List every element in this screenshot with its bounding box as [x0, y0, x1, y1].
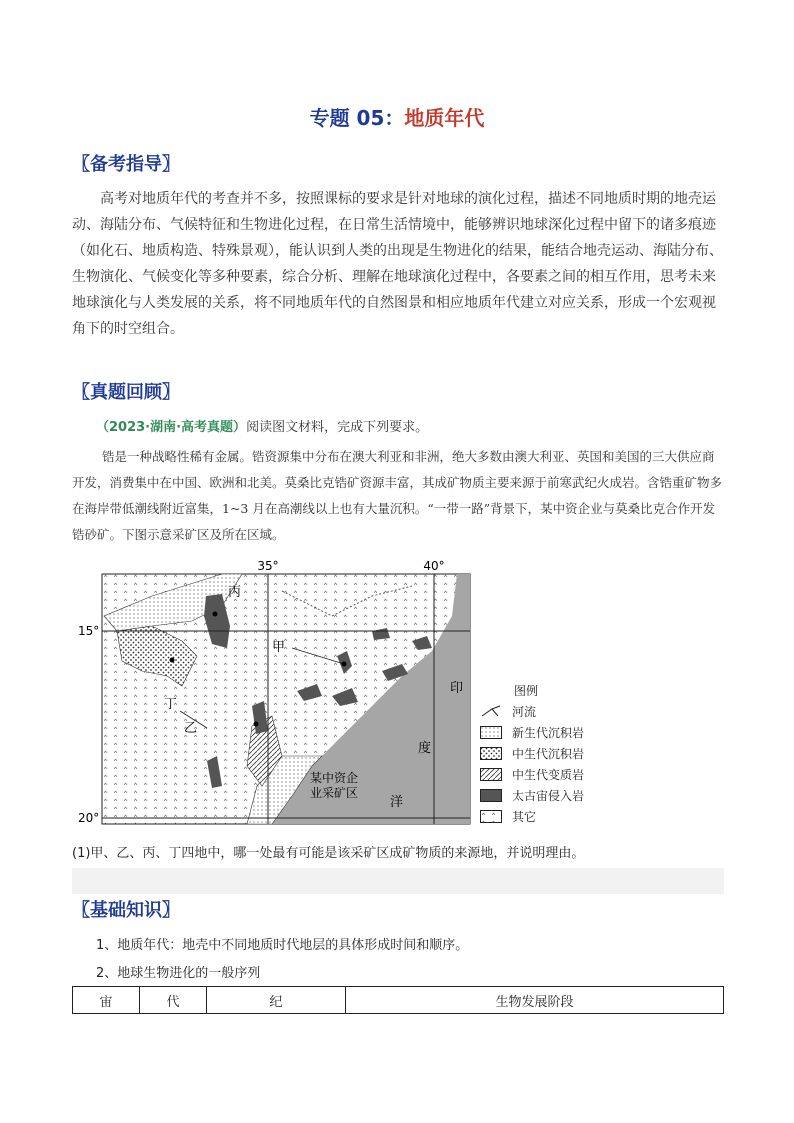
legend-label: 中生代沉积岩 — [512, 747, 585, 761]
table-header: 纪 — [207, 987, 346, 1014]
mine-label-1: 某中资企 — [310, 771, 359, 785]
archean-swatch — [480, 789, 502, 802]
basics-item-1: 1、地质年代：地壳中不同地质时代地层的具体形成时间和顺序。 — [96, 938, 469, 953]
lon-label-35: 35° — [257, 559, 279, 573]
section-heading-review: 〖真题回顾〗 — [72, 382, 180, 403]
guide-paragraph: 高考对地质年代的考查并不多，按照课标的要求是针对地球的演化过程，描述不同地质时期的地壳运动、海陆分布、气候特征和生物进化过程，在日常生活情境中，能够辨识地球深化过程中留下的诸多痕迹（如化石、地质构造、特殊景观），能认识到人类的出现是生物进化的结果，能结合地壳运动、海陆分布、生物演化、气候变化等多种要素，综合分析、理解在地球演化过程中，各要素之间的相互作用，思考未来地球演化与人类发展的关系，将不同地质年代的自然图景和相应地质年代建立对应关系，形成一个宏观视角下的时空组合。 — [72, 191, 723, 337]
cenozoic-sed-swatch — [480, 726, 502, 739]
river-icon — [480, 705, 502, 718]
question-instruction: 阅读图文材料，完成下列要求。 — [246, 420, 429, 435]
legend-item-mesozoic-meta — [480, 764, 584, 785]
legend-item-other — [480, 806, 584, 827]
place-bing: 丙 — [228, 585, 242, 600]
table-header: 宙 — [73, 987, 140, 1014]
question-1: (1)甲、乙、丙、丁四地中，哪一处最有可能是该采矿区成矿物质的来源地，并说明理由。 — [72, 846, 585, 861]
section-heading-basics: 〖基础知识〗 — [72, 900, 180, 921]
map-legend — [480, 680, 584, 827]
legend-title: 图例 — [514, 684, 539, 698]
page-title — [0, 102, 794, 131]
lat-label-15: 15° — [78, 624, 100, 638]
mesozoic-sed-swatch — [480, 747, 502, 760]
mine-label-2: 业采矿区 — [310, 786, 359, 800]
legend-label: 中生代变质岩 — [512, 768, 585, 782]
title-prefix: 专题 05： — [309, 106, 405, 130]
lon-label-40: 40° — [423, 559, 445, 573]
ocean-label-1: 印 — [450, 681, 464, 696]
legend-label: 太古宙侵入岩 — [512, 789, 585, 803]
mesozoic-meta-swatch — [480, 768, 502, 781]
legend-label: 新生代沉积岩 — [512, 726, 585, 740]
question-source: （2023·湖南·高考真题） — [96, 420, 247, 435]
answer-area[interactable] — [72, 868, 724, 894]
geology-map — [72, 556, 472, 826]
legend-item-river — [480, 701, 584, 722]
lat-label-20: 20° — [78, 811, 100, 825]
legend-label: 河流 — [512, 705, 537, 719]
evolution-table — [72, 986, 724, 1014]
section-heading-guide: 〖备考指导〗 — [72, 154, 180, 175]
place-ding: 丁 — [164, 697, 178, 712]
ocean-label-3: 洋 — [390, 795, 404, 810]
legend-item-archean — [480, 785, 584, 806]
title-main: 地质年代 — [404, 106, 485, 130]
question-intro — [96, 416, 428, 435]
table-header: 代 — [140, 987, 207, 1014]
other-swatch — [480, 810, 502, 823]
question-material: 锆是一种战略性稀有金属。锆资源集中分布在澳大利亚和非洲，绝大多数由澳大利亚、英国和美国的三大供应商开发，消费集中在中国、欧洲和北美。莫桑比克锆矿资源丰富，其成矿物质主要来源于前寒武纪火成岩。含锆重矿物多在海岸带低潮线附近富集，1~3 月在高潮线以上也有大量沉积。“一带一路”背景下，某中资企业与莫桑比克合作开发锆砂矿。下图示意采矿区及所在区域。 — [72, 449, 723, 542]
place-yi: 乙 — [184, 721, 198, 736]
legend-item-cenozoic-sed — [480, 722, 584, 743]
table-header-row — [73, 987, 724, 1014]
basics-item-2: 2、地球生物进化的一般序列 — [96, 966, 261, 981]
legend-item-mesozoic-sed — [480, 743, 584, 764]
table-header: 生物发展阶段 — [346, 987, 724, 1014]
legend-label: 其它 — [512, 810, 537, 824]
ocean-label-2: 度 — [418, 741, 432, 756]
place-jia: 甲 — [272, 640, 286, 655]
